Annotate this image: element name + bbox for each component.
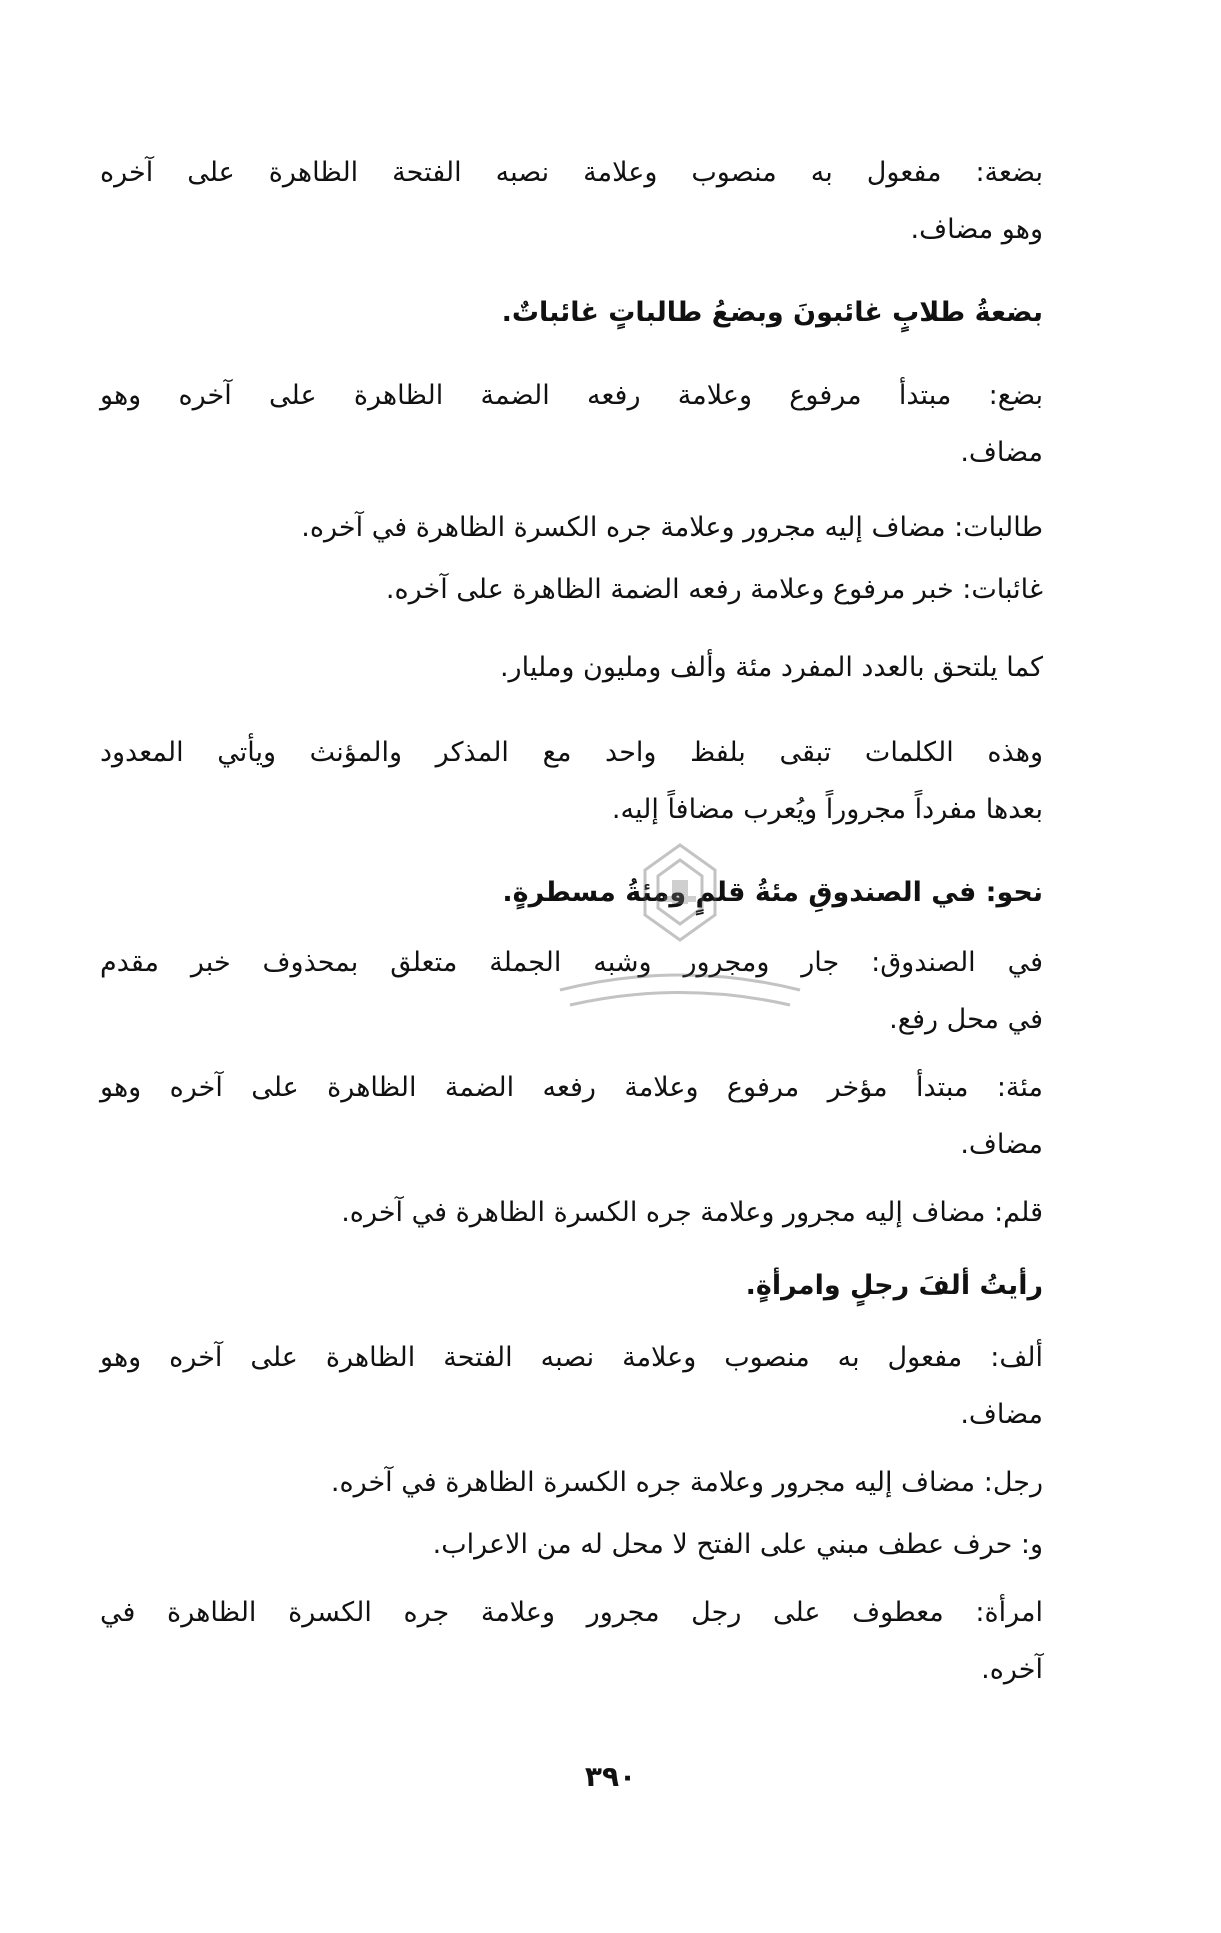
text-line: في محل رفع. — [889, 1004, 1043, 1035]
text-line: طالبات: مضاف إليه مجرور وعلامة جره الكسرة الظاهرة في آخره. — [301, 512, 1043, 543]
text-line: مضاف. — [960, 1129, 1043, 1160]
text-line: مضاف. — [960, 1399, 1043, 1430]
text-line: بضع: مبتدأ مرفوع وعلامة رفعه الضمة الظاهرة على آخره وهو — [100, 380, 1043, 411]
text-line: غائبات: خبر مرفوع وعلامة رفعه الضمة الظاهرة على آخره. — [385, 574, 1043, 605]
watermark-seal — [500, 840, 860, 1030]
text-line: امرأة: معطوف على رجل مجرور وعلامة جره الكسرة الظاهرة في — [100, 1597, 1043, 1628]
example-sentence: نحو: في الصندوقِ مئةُ قلمٍ ومئةُ مسطرةٍ. — [502, 877, 1043, 908]
text-line: كما يلتحق بالعدد المفرد مئة وألف ومليون ومليار. — [499, 652, 1043, 683]
text-line: مضاف. — [960, 437, 1043, 468]
page-number: ٣٩٠ — [584, 1760, 637, 1793]
text-line: مئة: مبتدأ مؤخر مرفوع وعلامة رفعه الضمة الظاهرة على آخره وهو — [100, 1072, 1043, 1103]
text-line: وهذه الكلمات تبقى بلفظ واحد مع المذكر والمؤنث ويأتي المعدود — [100, 737, 1043, 768]
text-line: في الصندوق: جار ومجرور وشبه الجملة متعلق بمحذوف خبر مقدم — [100, 947, 1043, 978]
text-line: رجل: مضاف إليه مجرور وعلامة جره الكسرة الظاهرة في آخره. — [330, 1467, 1043, 1498]
text-line: آخره. — [981, 1654, 1043, 1685]
example-sentence: رأيتُ ألفَ رجلٍ وامرأةٍ. — [745, 1270, 1043, 1301]
text-line: قلم: مضاف إليه مجرور وعلامة جره الكسرة الظاهرة في آخره. — [341, 1197, 1043, 1228]
text-line: وهو مضاف. — [910, 214, 1043, 245]
text-line: بعدها مفرداً مجروراً ويُعرب مضافاً إليه. — [611, 794, 1043, 825]
text-line: بضعة: مفعول به منصوب وعلامة نصبه الفتحة الظاهرة على آخره — [100, 157, 1043, 188]
example-sentence: بضعةُ طلابٍ غائبونَ وبضعُ طالباتٍ غائباتٌ. — [501, 297, 1043, 328]
text-line: ألف: مفعول به منصوب وعلامة نصبه الفتحة الظاهرة على آخره وهو — [100, 1342, 1043, 1373]
text-line: و: حرف عطف مبني على الفتح لا محل له من الاعراب. — [432, 1529, 1043, 1560]
